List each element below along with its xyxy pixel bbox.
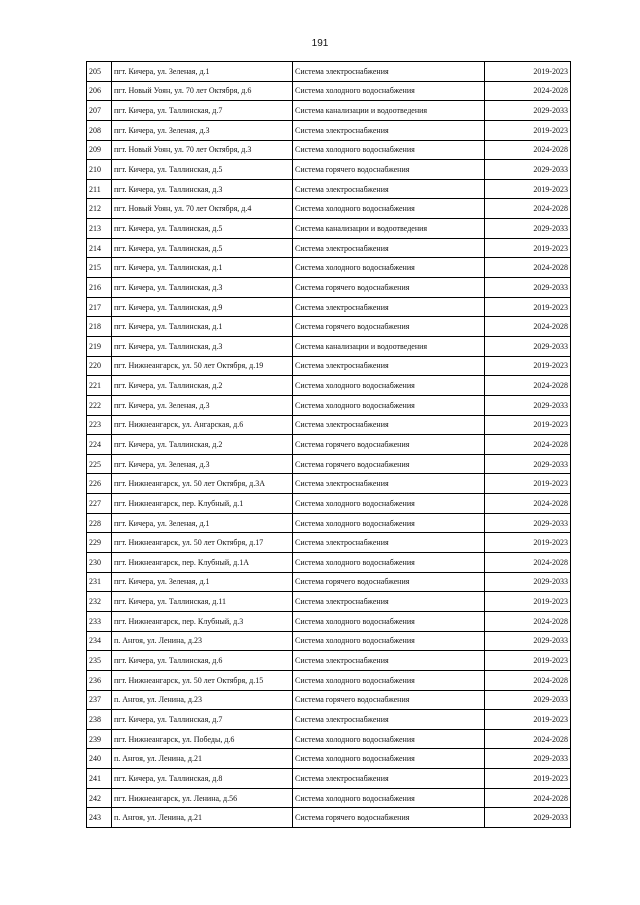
table-row: [87, 592, 571, 612]
registry-table: [86, 61, 571, 828]
address-cell: пгт. Кичера, ул. Таллинская, д.1: [112, 258, 293, 278]
row-number-cell: 223: [87, 415, 112, 435]
row-number-cell: 215: [87, 258, 112, 278]
period-cell: 2029-2033: [485, 219, 571, 239]
row-number-cell: 211: [87, 179, 112, 199]
table-row: [87, 749, 571, 769]
address-cell: пгт. Нижнеангарск, ул. 50 лет Октября, д.15: [112, 670, 293, 690]
table-row: [87, 376, 571, 396]
row-number-cell: 232: [87, 592, 112, 612]
system-cell: Система холодного водоснабжения: [293, 199, 485, 219]
table-row: [87, 670, 571, 690]
period-cell: 2019-2023: [485, 769, 571, 789]
system-cell: Система холодного водоснабжения: [293, 553, 485, 573]
address-cell: п. Ангоя, ул. Ленина, д.23: [112, 690, 293, 710]
system-cell: Система холодного водоснабжения: [293, 376, 485, 396]
table-row: [87, 788, 571, 808]
system-cell: Система горячего водоснабжения: [293, 435, 485, 455]
system-cell: Система горячего водоснабжения: [293, 808, 485, 828]
address-cell: пгт. Кичера, ул. Таллинская, д.6: [112, 651, 293, 671]
period-cell: 2024-2028: [485, 258, 571, 278]
period-cell: 2024-2028: [485, 199, 571, 219]
period-cell: 2024-2028: [485, 788, 571, 808]
table-row: [87, 729, 571, 749]
period-cell: 2019-2023: [485, 120, 571, 140]
page-number: 191: [311, 38, 329, 49]
period-cell: 2024-2028: [485, 611, 571, 631]
address-cell: пгт. Нижнеангарск, ул. Ангарская, д.6: [112, 415, 293, 435]
system-cell: Система электроснабжения: [293, 62, 485, 82]
period-cell: 2029-2033: [485, 749, 571, 769]
system-cell: Система горячего водоснабжения: [293, 572, 485, 592]
table-row: [87, 219, 571, 239]
period-cell: 2024-2028: [485, 553, 571, 573]
row-number-cell: 208: [87, 120, 112, 140]
period-cell: 2019-2023: [485, 62, 571, 82]
address-cell: пгт. Кичера, ул. Таллинская, д.11: [112, 592, 293, 612]
table-row: [87, 101, 571, 121]
system-cell: Система электроснабжения: [293, 710, 485, 730]
table-row: [87, 179, 571, 199]
system-cell: Система холодного водоснабжения: [293, 788, 485, 808]
table-row: [87, 258, 571, 278]
address-cell: пгт. Кичера, ул. Таллинская, д.5: [112, 219, 293, 239]
row-number-cell: 213: [87, 219, 112, 239]
period-cell: 2029-2033: [485, 454, 571, 474]
period-cell: 2019-2023: [485, 651, 571, 671]
address-cell: пгт. Нижнеангарск, ул. 50 лет Октября, д.3А: [112, 474, 293, 494]
address-cell: пгт. Кичера, ул. Таллинская, д.5: [112, 238, 293, 258]
row-number-cell: 231: [87, 572, 112, 592]
period-cell: 2019-2023: [485, 474, 571, 494]
table-row: [87, 769, 571, 789]
address-cell: пгт. Кичера, ул. Зеленая, д.3: [112, 454, 293, 474]
table-row: [87, 808, 571, 828]
system-cell: Система электроснабжения: [293, 356, 485, 376]
table-row: [87, 160, 571, 180]
period-cell: 2029-2033: [485, 101, 571, 121]
row-number-cell: 242: [87, 788, 112, 808]
address-cell: пгт. Нижнеангарск, пер. Клубный, д.3: [112, 611, 293, 631]
row-number-cell: 241: [87, 769, 112, 789]
row-number-cell: 218: [87, 317, 112, 337]
table-row: [87, 513, 571, 533]
address-cell: п. Ангоя, ул. Ленина, д.21: [112, 749, 293, 769]
system-cell: Система электроснабжения: [293, 297, 485, 317]
period-cell: 2029-2033: [485, 160, 571, 180]
address-cell: пгт. Нижнеангарск, ул. Ленина, д.56: [112, 788, 293, 808]
period-cell: 2029-2033: [485, 336, 571, 356]
address-cell: п. Ангоя, ул. Ленина, д.23: [112, 631, 293, 651]
row-number-cell: 219: [87, 336, 112, 356]
address-cell: п. Ангоя, ул. Ленина, д.21: [112, 808, 293, 828]
period-cell: 2029-2033: [485, 808, 571, 828]
row-number-cell: 228: [87, 513, 112, 533]
table-row: [87, 238, 571, 258]
period-cell: 2029-2033: [485, 278, 571, 298]
table-row: [87, 62, 571, 82]
system-cell: Система канализации и водоотведения: [293, 101, 485, 121]
table-row: [87, 690, 571, 710]
row-number-cell: 222: [87, 395, 112, 415]
table-row: [87, 572, 571, 592]
table-row: [87, 454, 571, 474]
system-cell: Система электроснабжения: [293, 769, 485, 789]
table-row: [87, 395, 571, 415]
system-cell: Система холодного водоснабжения: [293, 729, 485, 749]
row-number-cell: 234: [87, 631, 112, 651]
system-cell: Система канализации и водоотведения: [293, 336, 485, 356]
system-cell: Система электроснабжения: [293, 179, 485, 199]
address-cell: пгт. Кичера, ул. Таллинская, д.1: [112, 317, 293, 337]
system-cell: Система горячего водоснабжения: [293, 317, 485, 337]
table-row: [87, 356, 571, 376]
system-cell: Система электроснабжения: [293, 651, 485, 671]
period-cell: 2019-2023: [485, 533, 571, 553]
period-cell: 2019-2023: [485, 179, 571, 199]
table-row: [87, 278, 571, 298]
system-cell: Система холодного водоснабжения: [293, 749, 485, 769]
address-cell: пгт. Нижнеангарск, ул. 50 лет Октября, д.19: [112, 356, 293, 376]
table-row: [87, 336, 571, 356]
address-cell: пгт. Кичера, ул. Таллинская, д.2: [112, 435, 293, 455]
address-cell: пгт. Новый Уоян, ул. 70 лет Октября, д.6: [112, 81, 293, 101]
period-cell: 2024-2028: [485, 140, 571, 160]
system-cell: Система горячего водоснабжения: [293, 160, 485, 180]
row-number-cell: 209: [87, 140, 112, 160]
period-cell: 2024-2028: [485, 729, 571, 749]
address-cell: пгт. Кичера, ул. Таллинская, д.9: [112, 297, 293, 317]
table-row: [87, 533, 571, 553]
system-cell: Система горячего водоснабжения: [293, 278, 485, 298]
address-cell: пгт. Кичера, ул. Зеленая, д.1: [112, 513, 293, 533]
row-number-cell: 229: [87, 533, 112, 553]
address-cell: пгт. Нижнеангарск, пер. Клубный, д.1А: [112, 553, 293, 573]
address-cell: пгт. Новый Уоян, ул. 70 лет Октября, д.4: [112, 199, 293, 219]
table-row: [87, 140, 571, 160]
table-row: [87, 611, 571, 631]
address-cell: пгт. Кичера, ул. Зеленая, д.1: [112, 572, 293, 592]
period-cell: 2019-2023: [485, 238, 571, 258]
address-cell: пгт. Кичера, ул. Зеленая, д.3: [112, 120, 293, 140]
period-cell: 2024-2028: [485, 317, 571, 337]
row-number-cell: 210: [87, 160, 112, 180]
row-number-cell: 212: [87, 199, 112, 219]
period-cell: 2029-2033: [485, 513, 571, 533]
table-row: [87, 631, 571, 651]
table-row: [87, 435, 571, 455]
system-cell: Система электроснабжения: [293, 474, 485, 494]
address-cell: пгт. Нижнеангарск, ул. Победы, д.6: [112, 729, 293, 749]
row-number-cell: 236: [87, 670, 112, 690]
address-cell: пгт. Кичера, ул. Зеленая, д.3: [112, 395, 293, 415]
row-number-cell: 235: [87, 651, 112, 671]
period-cell: 2024-2028: [485, 494, 571, 514]
period-cell: 2024-2028: [485, 670, 571, 690]
row-number-cell: 226: [87, 474, 112, 494]
system-cell: Система электроснабжения: [293, 415, 485, 435]
row-number-cell: 238: [87, 710, 112, 730]
period-cell: 2019-2023: [485, 415, 571, 435]
system-cell: Система электроснабжения: [293, 120, 485, 140]
system-cell: Система канализации и водоотведения: [293, 219, 485, 239]
table-row: [87, 494, 571, 514]
row-number-cell: 225: [87, 454, 112, 474]
table-row: [87, 553, 571, 573]
table-row: [87, 120, 571, 140]
address-cell: пгт. Кичера, ул. Таллинская, д.7: [112, 101, 293, 121]
table-row: [87, 415, 571, 435]
period-cell: 2029-2033: [485, 631, 571, 651]
address-cell: пгт. Кичера, ул. Таллинская, д.3: [112, 278, 293, 298]
system-cell: Система холодного водоснабжения: [293, 631, 485, 651]
row-number-cell: 206: [87, 81, 112, 101]
table-row: [87, 297, 571, 317]
system-cell: Система холодного водоснабжения: [293, 670, 485, 690]
row-number-cell: 217: [87, 297, 112, 317]
address-cell: пгт. Кичера, ул. Таллинская, д.8: [112, 769, 293, 789]
address-cell: пгт. Кичера, ул. Таллинская, д.3: [112, 336, 293, 356]
period-cell: 2029-2033: [485, 690, 571, 710]
period-cell: 2019-2023: [485, 297, 571, 317]
period-cell: 2029-2033: [485, 395, 571, 415]
table-row: [87, 710, 571, 730]
row-number-cell: 216: [87, 278, 112, 298]
row-number-cell: 205: [87, 62, 112, 82]
row-number-cell: 243: [87, 808, 112, 828]
period-cell: 2019-2023: [485, 592, 571, 612]
row-number-cell: 207: [87, 101, 112, 121]
row-number-cell: 239: [87, 729, 112, 749]
row-number-cell: 214: [87, 238, 112, 258]
address-cell: пгт. Кичера, ул. Таллинская, д.2: [112, 376, 293, 396]
address-cell: пгт. Кичера, ул. Таллинская, д.3: [112, 179, 293, 199]
system-cell: Система холодного водоснабжения: [293, 140, 485, 160]
address-cell: пгт. Кичера, ул. Таллинская, д.7: [112, 710, 293, 730]
system-cell: Система холодного водоснабжения: [293, 258, 485, 278]
row-number-cell: 233: [87, 611, 112, 631]
address-cell: пгт. Новый Уоян, ул. 70 лет Октября, д.3: [112, 140, 293, 160]
row-number-cell: 227: [87, 494, 112, 514]
period-cell: 2024-2028: [485, 376, 571, 396]
table-row: [87, 81, 571, 101]
table-row: [87, 317, 571, 337]
address-cell: пгт. Нижнеангарск, пер. Клубный, д.1: [112, 494, 293, 514]
period-cell: 2019-2023: [485, 356, 571, 376]
system-cell: Система холодного водоснабжения: [293, 395, 485, 415]
system-cell: Система электроснабжения: [293, 592, 485, 612]
period-cell: 2024-2028: [485, 435, 571, 455]
row-number-cell: 224: [87, 435, 112, 455]
row-number-cell: 230: [87, 553, 112, 573]
period-cell: 2019-2023: [485, 710, 571, 730]
row-number-cell: 221: [87, 376, 112, 396]
system-cell: Система электроснабжения: [293, 238, 485, 258]
system-cell: Система холодного водоснабжения: [293, 81, 485, 101]
system-cell: Система холодного водоснабжения: [293, 611, 485, 631]
system-cell: Система горячего водоснабжения: [293, 454, 485, 474]
address-cell: пгт. Кичера, ул. Таллинская, д.5: [112, 160, 293, 180]
period-cell: 2029-2033: [485, 572, 571, 592]
table-row: [87, 651, 571, 671]
row-number-cell: 220: [87, 356, 112, 376]
row-number-cell: 237: [87, 690, 112, 710]
row-number-cell: 240: [87, 749, 112, 769]
registry-table-body: [87, 62, 571, 828]
table-row: [87, 474, 571, 494]
address-cell: пгт. Кичера, ул. Зеленая, д.1: [112, 62, 293, 82]
period-cell: 2024-2028: [485, 81, 571, 101]
address-cell: пгт. Нижнеангарск, ул. 50 лет Октября, д.17: [112, 533, 293, 553]
system-cell: Система холодного водоснабжения: [293, 494, 485, 514]
table-row: [87, 199, 571, 219]
system-cell: Система горячего водоснабжения: [293, 690, 485, 710]
system-cell: Система холодного водоснабжения: [293, 513, 485, 533]
system-cell: Система электроснабжения: [293, 533, 485, 553]
